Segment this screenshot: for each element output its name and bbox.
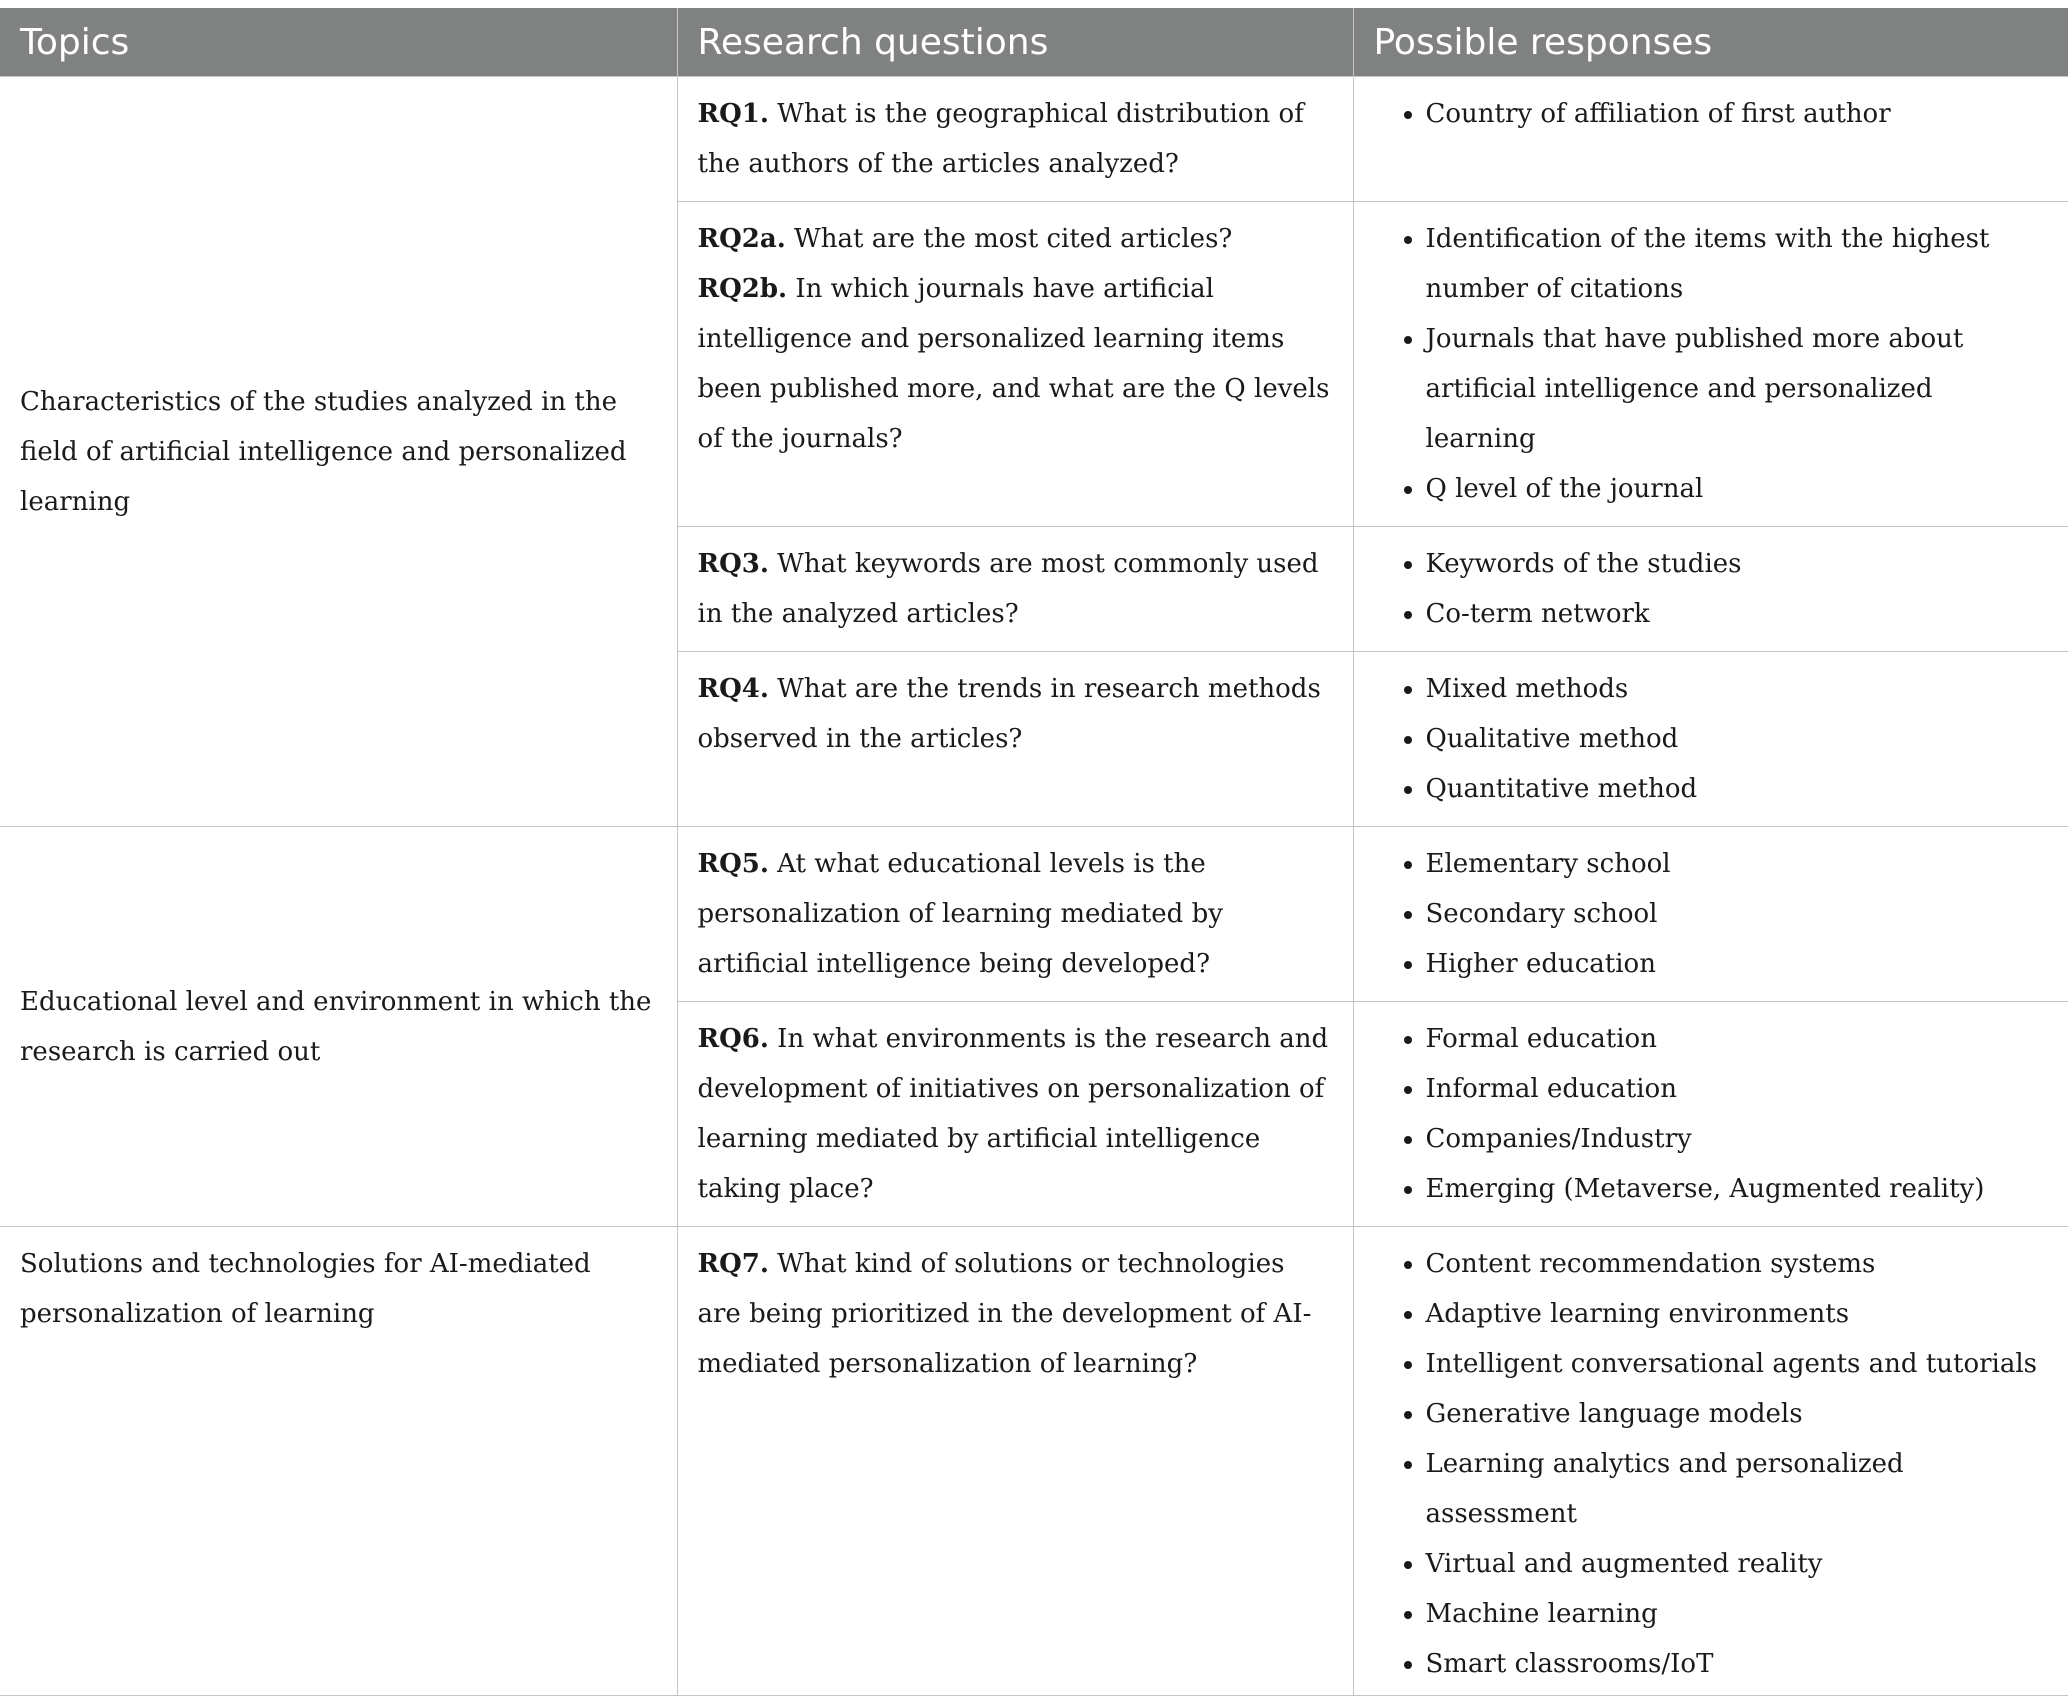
header-research-questions: Research questions [677, 8, 1353, 77]
table-row [0, 77, 2068, 202]
research-question [698, 839, 1333, 989]
responses-cell [1353, 1227, 2068, 1696]
table-row [0, 1227, 2068, 1696]
responses-cell [1353, 827, 2068, 1002]
list-item: • Keywords of the studies [1426, 539, 2049, 589]
question-id: RQ3. [697, 549, 769, 579]
question-cell [677, 652, 1353, 827]
question-cell [677, 77, 1353, 202]
responses-cell [1353, 77, 2068, 202]
responses-list [1374, 664, 2049, 814]
question-text: In which journals have artificial intelligence and personalized learning items been published more, and what are the Q levels of the journals? [697, 274, 1330, 454]
responses-list [1374, 839, 2049, 989]
header-topics: Topics [0, 8, 677, 77]
list-item: • Virtual and augmented reality [1426, 1539, 2049, 1589]
list-item: • Elementary school [1426, 839, 2049, 889]
responses-cell [1353, 202, 2068, 527]
list-item: • Emerging (Metaverse, Augmented reality) [1426, 1164, 2049, 1214]
question-cell [677, 202, 1353, 527]
list-item: • Co-term network [1426, 589, 2049, 639]
list-item: • Q level of the journal [1426, 464, 2049, 514]
research-question [698, 664, 1333, 764]
list-item: • Learning analytics and personalized assessment [1426, 1439, 2049, 1539]
list-item: • Companies/Industry [1426, 1114, 2049, 1164]
list-item: • Qualitative method [1426, 714, 2049, 764]
question-cell [677, 1002, 1353, 1227]
research-question [698, 264, 1333, 464]
question-id: RQ2b. [697, 274, 788, 304]
question-text: In what environments is the research and development of initiatives on personalization of learning mediated by artificial intelligence taking place? [697, 1024, 1329, 1204]
list-item: • Informal education [1426, 1064, 2049, 1114]
question-text: What keywords are most commonly used in the analyzed articles? [697, 549, 1319, 629]
responses-cell [1353, 1002, 2068, 1227]
question-id: RQ7. [697, 1249, 769, 1279]
list-item: • Identification of the items with the highest number of citations [1426, 214, 2049, 314]
question-id: RQ4. [697, 674, 769, 704]
responses-cell [1353, 527, 2068, 652]
list-item: • Smart classrooms/IoT [1426, 1639, 2049, 1689]
header-possible-responses: Possible responses [1353, 8, 2068, 77]
question-id: RQ1. [697, 99, 769, 129]
list-item: • Country of affiliation of first author [1426, 89, 2049, 139]
question-cell [677, 827, 1353, 1002]
question-text: At what educational levels is the personalization of learning mediated by artificial intelligence being developed? [697, 849, 1223, 979]
list-item: • Adaptive learning environments [1426, 1289, 2049, 1339]
list-item: • Content recommendation systems [1426, 1239, 2049, 1289]
question-id: RQ2a. [697, 224, 786, 254]
research-question [698, 1014, 1333, 1214]
research-question [698, 214, 1333, 264]
responses-list [1374, 1014, 2049, 1214]
question-id: RQ5. [697, 849, 769, 879]
question-text: What are the most cited articles? [785, 224, 1233, 254]
question-cell [677, 527, 1353, 652]
list-item: • Intelligent conversational agents and tutorials [1426, 1339, 2049, 1389]
responses-list [1374, 1239, 2049, 1689]
responses-list [1374, 214, 2049, 514]
list-item: • Quantitative method [1426, 764, 2049, 814]
list-item: • Journals that have published more about artificial intelligence and personalized learning [1426, 314, 2049, 464]
list-item: • Generative language models [1426, 1389, 2049, 1439]
table-header [0, 8, 2068, 77]
responses-cell [1353, 652, 2068, 827]
topic-cell: Solutions and technologies for AI-mediated personalization of learning [0, 1227, 677, 1696]
responses-list [1374, 89, 2049, 139]
header-row [0, 8, 2068, 77]
list-item: • Machine learning [1426, 1589, 2049, 1639]
research-question [698, 89, 1333, 189]
responses-list [1374, 539, 2049, 639]
question-cell [677, 1227, 1353, 1696]
research-question [698, 539, 1333, 639]
list-item: • Higher education [1426, 939, 2049, 989]
topic-cell: Characteristics of the studies analyzed in the field of artificial intelligence and personalized learning [0, 77, 677, 827]
list-item: • Formal education [1426, 1014, 2049, 1064]
list-item: • Secondary school [1426, 889, 2049, 939]
question-text: What are the trends in research methods observed in the articles? [697, 674, 1321, 754]
list-item: • Mixed methods [1426, 664, 2049, 714]
table-row [0, 827, 2068, 1002]
research-question [698, 1239, 1333, 1389]
topic-cell: Educational level and environment in which the research is carried out [0, 827, 677, 1227]
research-questions-table [0, 8, 2068, 1696]
question-text: What kind of solutions or technologies are being prioritized in the development of AI-mediated personalization of learning? [697, 1249, 1312, 1379]
question-text: What is the geographical distribution of the authors of the articles analyzed? [697, 99, 1304, 179]
table-body [0, 77, 2068, 1696]
question-id: RQ6. [697, 1024, 769, 1054]
